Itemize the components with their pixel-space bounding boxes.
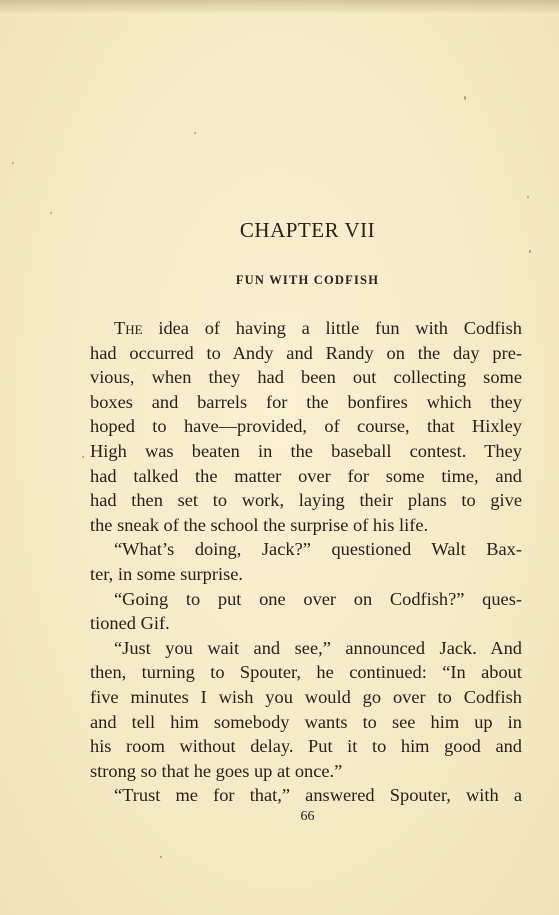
body-text <box>90 316 522 808</box>
text-line: had occurred to Andy and Randy on the day pre- <box>90 342 522 363</box>
text-line: “Just you wait and see,” announced Jack. And <box>114 637 522 658</box>
page-top-edge <box>0 0 559 14</box>
paper-speck <box>82 456 84 458</box>
chapter-title: CHAPTER VII <box>239 218 376 242</box>
page-number: 66 <box>300 809 315 824</box>
text-line: ter, in some surprise. <box>90 563 243 584</box>
text-line: vious, when they had been out collecting some <box>90 367 522 388</box>
text-line: the sneak of the school the surprise of his life. <box>90 514 429 535</box>
text-line: boxes and barrels for the bonfires which they <box>90 391 522 412</box>
paper-speck <box>12 162 14 164</box>
text-line: five minutes I wish you would go over to Codfish <box>90 686 522 707</box>
text-line: The idea of having a little fun with Codfish <box>114 318 522 338</box>
text-line: strong so that he goes up at once.” <box>90 760 343 781</box>
text-line: hoped to have—provided, of course, that Hixley <box>90 416 522 437</box>
lead-word: The <box>114 318 143 338</box>
text-line: had then set to work, laying their plans to give <box>90 490 522 511</box>
text-line: his room without delay. Put it to him good and <box>90 736 522 757</box>
paper-speck <box>160 856 162 858</box>
text-line: “Trust me for that,” answered Spouter, with a <box>114 785 522 806</box>
paper-speck <box>464 96 466 100</box>
text-line: had talked the matter over for some time, and <box>90 465 522 486</box>
paper-speck <box>527 196 529 198</box>
paper-speck <box>529 250 531 253</box>
paper-speck <box>50 212 52 214</box>
text-line: tioned Gif. <box>90 613 170 634</box>
text-line: and tell him somebody wants to see him up in <box>90 711 522 732</box>
chapter-subtitle: FUN WITH CODFISH <box>235 273 380 287</box>
text-line: High was beaten in the baseball contest. They <box>90 440 522 461</box>
text-line: then, turning to Spouter, he continued: “In about <box>90 662 522 683</box>
paper-speck <box>194 132 196 134</box>
text-line: “What’s doing, Jack?” questioned Walt Bax- <box>114 539 522 560</box>
text-line: “Going to put one over on Codfish?” ques- <box>114 588 522 609</box>
